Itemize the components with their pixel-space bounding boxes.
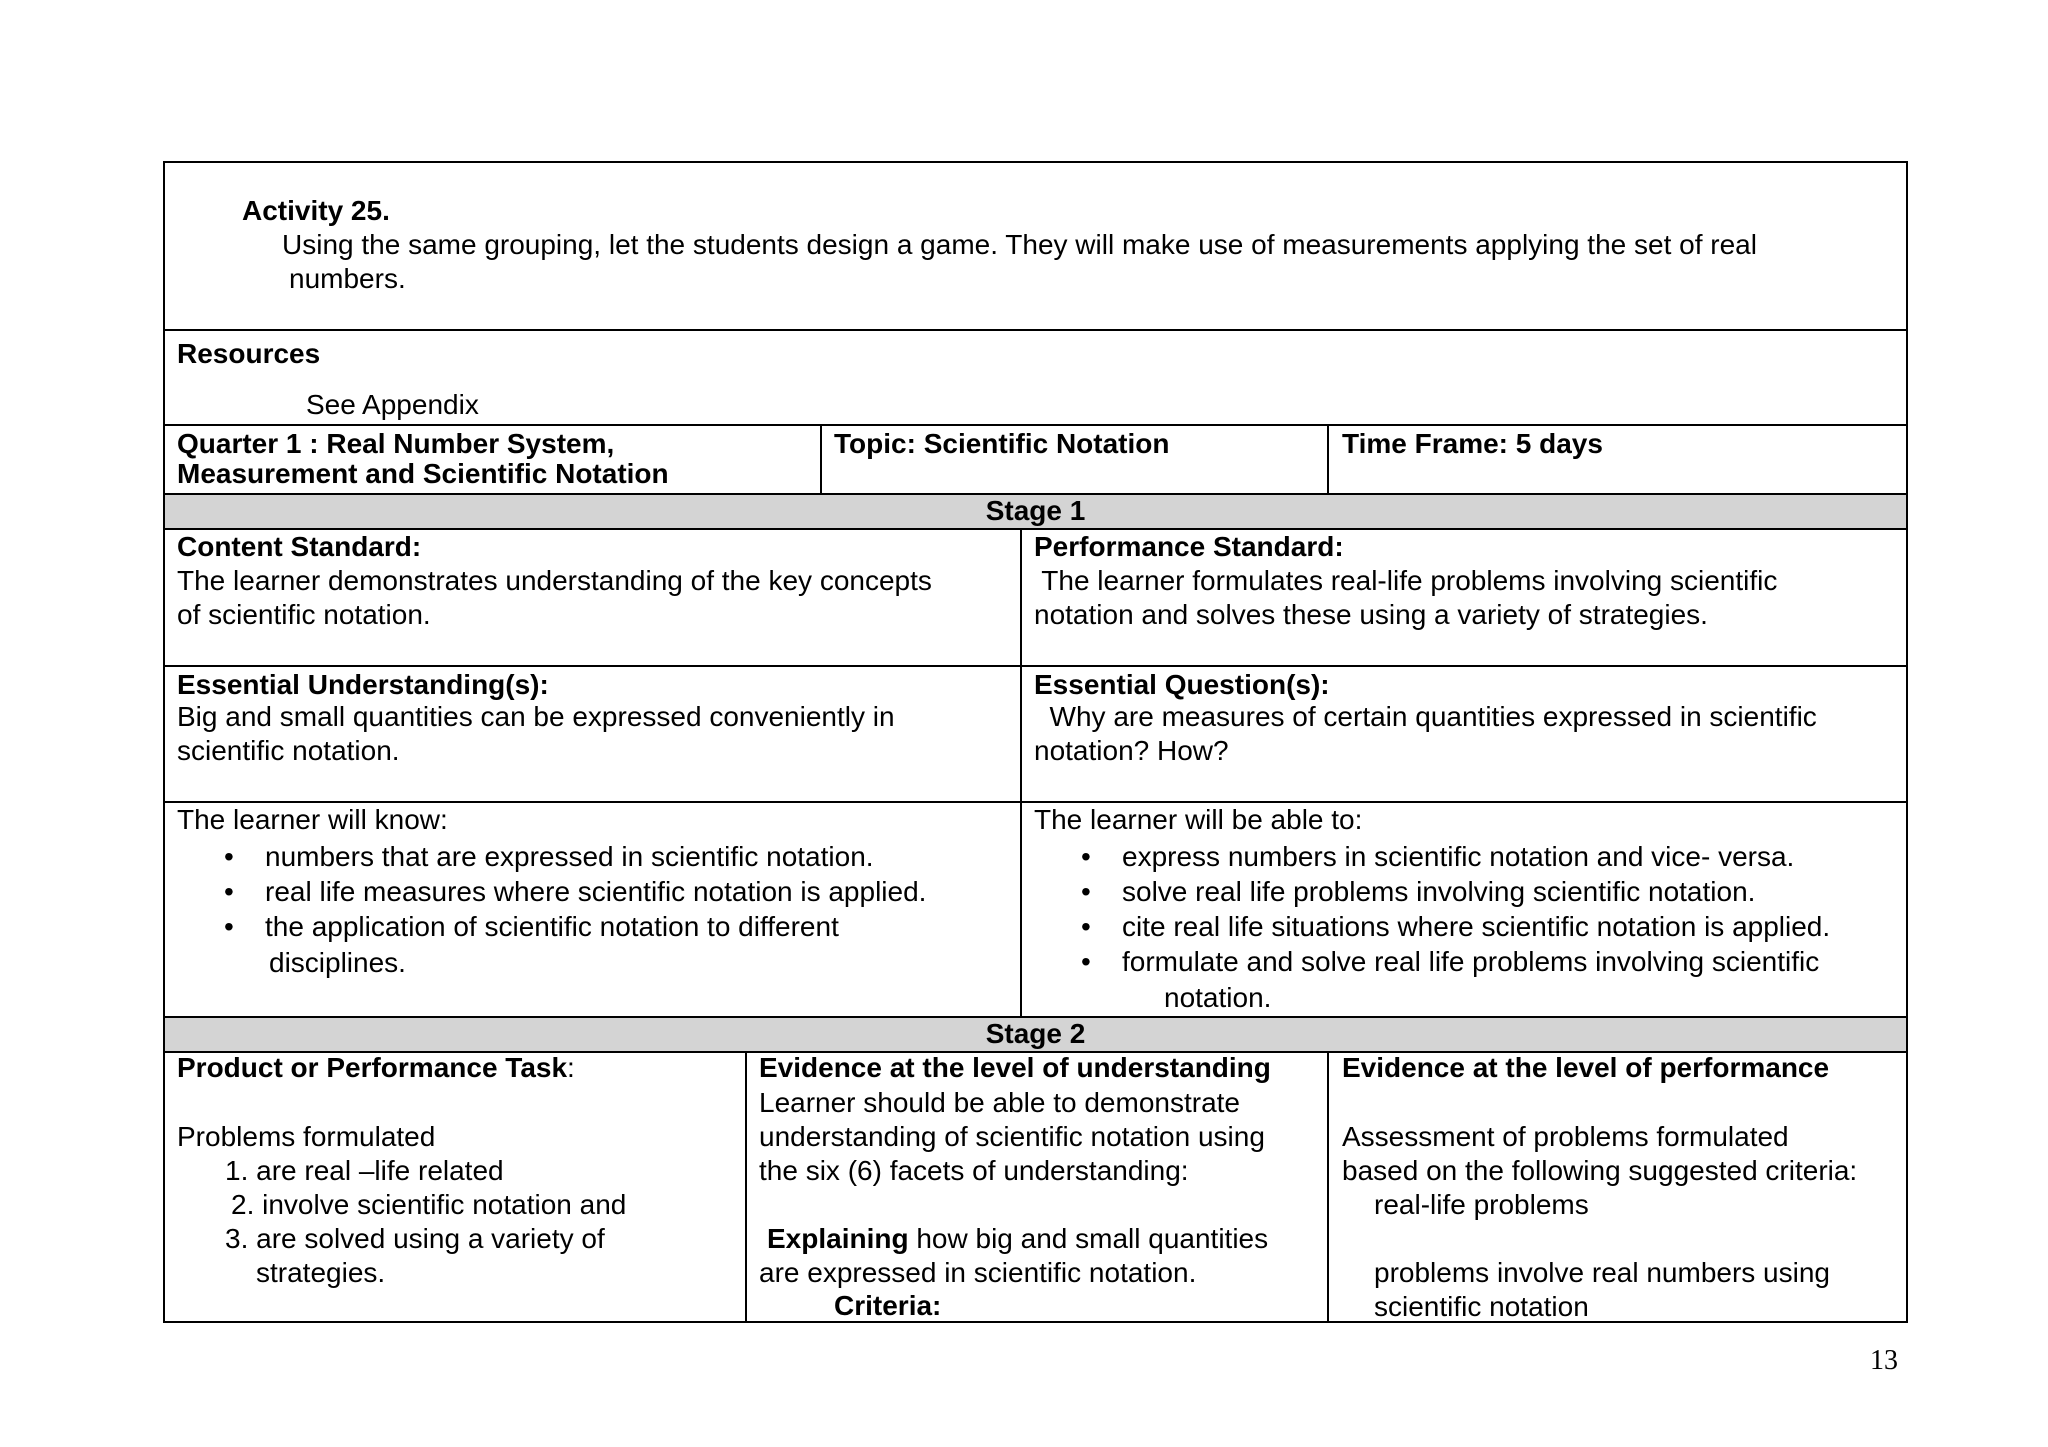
bullet-icon: • [224,876,234,907]
quarter-line1: Quarter 1 : Real Number System, [177,428,615,459]
product-task-heading: Product or Performance Task: [177,1052,575,1083]
criteria-label: Criteria: [834,1290,942,1321]
evidence-performance-cell [1327,1053,1906,1323]
learner-row [165,803,1906,1018]
essential-row [165,667,1906,803]
evidence-understanding-heading: Evidence at the level of understanding [759,1052,1271,1083]
evidence-performance-heading: Evidence at the level of performance [1342,1052,1830,1083]
stage2-header: Stage 2 [165,1018,1906,1053]
will-know-continuation: disciplines. [269,947,406,978]
content-standard-line1: The learner demonstrates understanding of the key concepts [177,565,932,596]
essential-question-cell [1020,667,1906,801]
evidence-understanding-explaining: Explaining how big and small quantities [767,1223,1269,1254]
able-to-cell [1020,803,1906,1016]
essential-question-line1: Why are measures of certain quantities expressed in scientific [1034,701,1817,732]
quarter-row [165,426,1906,495]
essential-question-line2: notation? How? [1034,735,1229,766]
product-task-continuation: strategies. [256,1257,386,1288]
bullet-icon: • [224,841,234,872]
will-know-heading: The learner will know: [177,804,448,835]
resources-row [165,331,1906,426]
will-know-list [177,839,926,944]
quarter-cell [165,426,820,493]
performance-standard-heading: Performance Standard: [1034,531,1344,562]
able-to-list [1034,839,1830,979]
essential-question-heading: Essential Question(s): [1034,669,1330,700]
evidence-understanding-cell [745,1053,1327,1323]
essential-understanding-line2: scientific notation. [177,735,400,766]
stage1-header: Stage 1 [165,495,1906,530]
content-standard-heading: Content Standard: [177,531,422,562]
essential-understanding-cell [165,667,1020,801]
lesson-plan-table [163,161,1908,1323]
essential-understanding-heading: Essential Understanding(s): [177,669,549,700]
stage2-row [165,1053,1906,1323]
timeframe-text: Time Frame: 5 days [1342,428,1603,459]
topic-cell [820,426,1327,493]
bullet-icon: • [224,911,234,942]
evidence-performance-line2: based on the following suggested criteria: [1342,1155,1858,1186]
performance-standard-line1: The learner formulates real-life problems involving scientific [1034,565,1778,596]
product-task-intro: Problems formulated [177,1121,436,1152]
list-item: • express numbers in scientific notation and vice- versa. [1081,841,1795,872]
bullet-icon: • [1081,946,1091,977]
evidence-performance-line1: Assessment of problems formulated [1342,1121,1789,1152]
list-item: • real life measures where scientific notation is applied. [224,876,927,907]
activity-text-line2: numbers. [289,263,406,294]
evidence-understanding-line1: Learner should be able to demonstrate [759,1087,1240,1118]
resources-heading: Resources [177,338,321,369]
performance-standard-line2: notation and solves these using a variety of strategies. [1034,599,1708,630]
list-item: • cite real life situations where scientific notation is applied. [1081,911,1831,942]
timeframe-cell [1327,426,1906,493]
evidence-performance-crit2-line2: scientific notation [1374,1291,1589,1322]
product-task-item-1: 1. are real –life related [225,1155,504,1186]
resources-text: See Appendix [306,389,479,420]
will-know-cell [165,803,1020,1016]
activity-text-line1: Using the same grouping, let the students design a game. They will make use of measurements applying the set of real [282,229,1757,260]
activity-title: Activity 25. [242,195,390,226]
evidence-understanding-line3: the six (6) facets of understanding: [759,1155,1189,1186]
list-item: • formulate and solve real life problems involving scientific [1081,946,1820,977]
evidence-understanding-line2: understanding of scientific notation using [759,1121,1265,1152]
performance-standard-cell [1020,530,1906,665]
content-standard-line2: of scientific notation. [177,599,431,630]
able-to-heading: The learner will be able to: [1034,804,1363,835]
topic-text [834,427,1170,461]
bullet-icon: • [1081,876,1091,907]
topic-value: : Scientific Notation [906,428,1170,459]
evidence-performance-crit2-line1: problems involve real numbers using [1374,1257,1830,1288]
product-task-cell [165,1053,745,1323]
evidence-understanding-line5: are expressed in scientific notation. [759,1257,1197,1288]
product-task-item-3: 3. are solved using a variety of [225,1223,605,1254]
able-to-continuation: notation. [1164,982,1272,1013]
topic-label: Topic [834,428,907,459]
evidence-performance-crit1: real-life problems [1374,1189,1589,1220]
list-item: • numbers that are expressed in scientific notation. [224,841,874,872]
activity-row [165,163,1906,331]
page-number: 13 [1870,1345,1898,1376]
bullet-icon: • [1081,841,1091,872]
standards-row [165,530,1906,667]
list-item: • the application of scientific notation to different [224,911,839,942]
bullet-icon: • [1081,911,1091,942]
essential-understanding-line1: Big and small quantities can be expressed conveniently in [177,701,895,732]
product-task-item-2: 2. involve scientific notation and [231,1189,627,1220]
quarter-line2: Measurement and Scientific Notation [177,458,669,489]
list-item: • solve real life problems involving scientific notation. [1081,876,1756,907]
content-standard-cell [165,530,1020,665]
